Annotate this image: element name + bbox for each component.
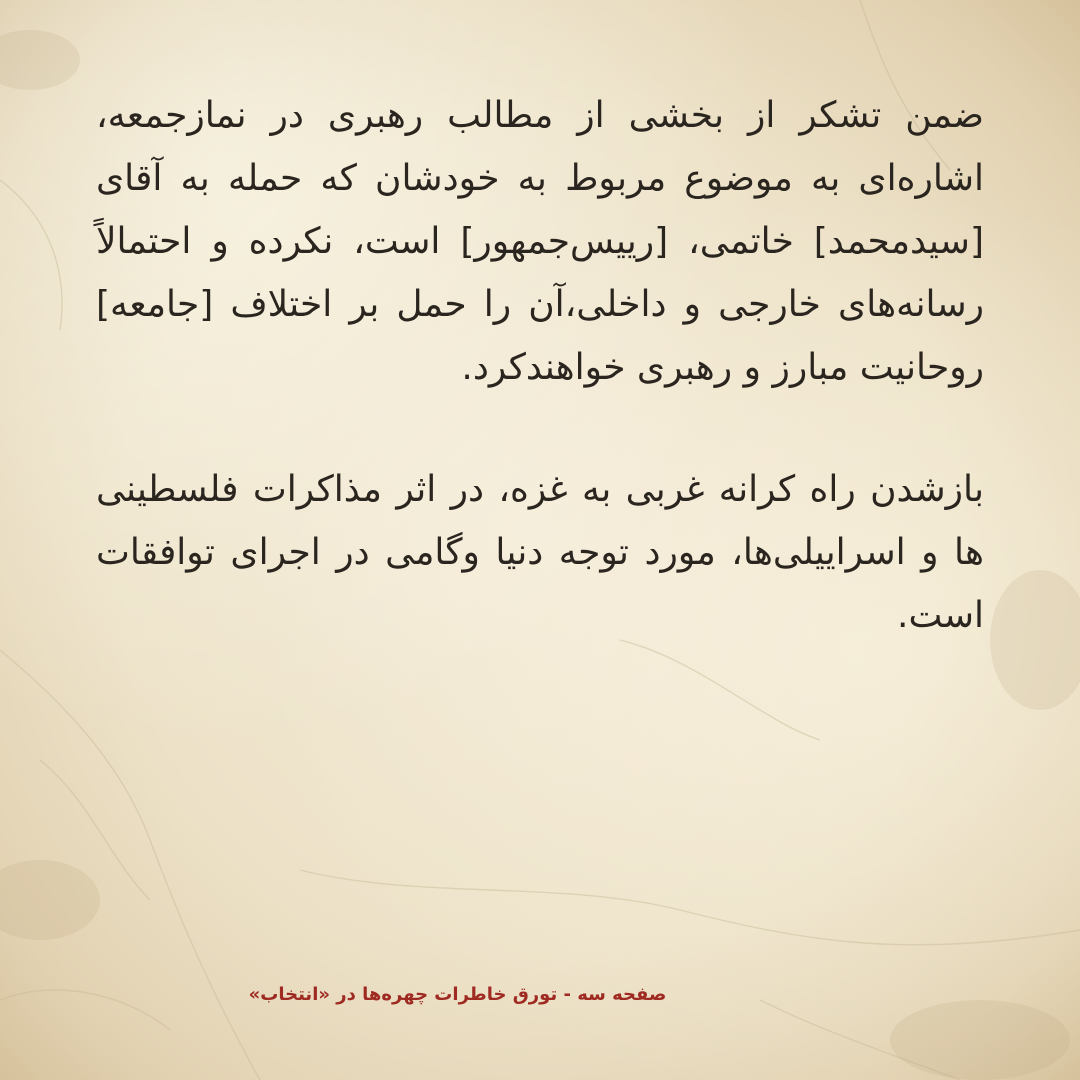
paragraph-second: بازشدن راه کرانه غربی به غزه، در اثر مذاکرات فلسطینی ها و اسراییلی‌ها، مورد توجه دنیا وگامی در اجرای توافقات است. [96,469,984,636]
footer-caption: صفحه سه - تورق خاطرات چهره‌ها در «انتخاب» [248,984,667,1005]
paragraph-first: ضمن تشکر از بخشی از مطالب رهبری در نمازجمعه، اشاره‌ای به موضوع مربوط به خودشان که حمله به آقای [سیدمحمد] خاتمی، [رییس‌جمهور] است، نکرده و احتمالاً رسانه‌های خارجی و داخلی،آن را حمل بر اختلاف [جامعه] روحانیت مبارز و رهبری خواهندکرد. [96,95,984,388]
